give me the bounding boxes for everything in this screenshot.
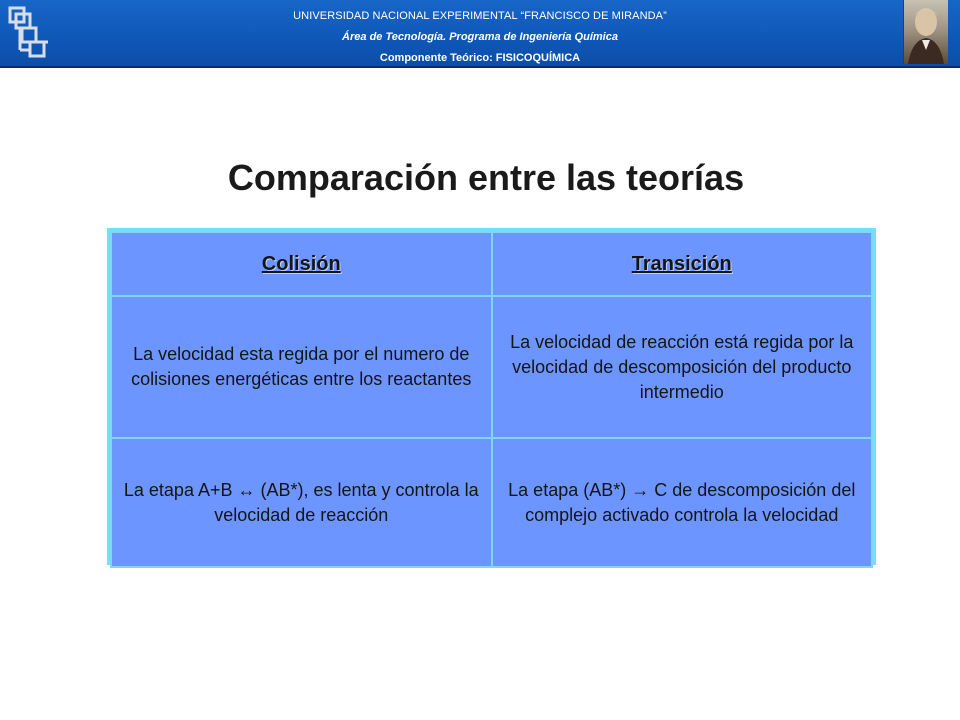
comparison-table [107, 228, 876, 565]
table-cell: La etapa (AB*) → C de descomposición del complejo activado controla la velocidad [492, 438, 873, 567]
university-name: UNIVERSIDAD NACIONAL EXPERIMENTAL “FRANCISCO DE MIRANDA” [293, 10, 667, 22]
course-component: Componente Teórico: FISICOQUÍMICA [379, 52, 581, 64]
table-header-row [111, 232, 872, 296]
table-row [111, 296, 872, 438]
header-transition: Transición [492, 232, 873, 296]
table-row [111, 438, 872, 567]
francisco-de-miranda-portrait [903, 0, 948, 64]
slide-title: Comparación entre las teorías [227, 157, 745, 198]
table-cell: La velocidad esta regida por el numero de colisiones energéticas entre los reactantes [111, 296, 492, 438]
table-cell: La etapa A+B ↔ (AB*), es lenta y controla la velocidad de reacción [111, 438, 492, 567]
table-cell: La velocidad de reacción está regida por la velocidad de descomposición del producto intermedio [492, 296, 873, 438]
header-collision: Colisión [111, 232, 492, 296]
header-banner [0, 0, 960, 68]
program-name: Área de Tecnología. Programa de Ingeniería Química [342, 31, 618, 43]
